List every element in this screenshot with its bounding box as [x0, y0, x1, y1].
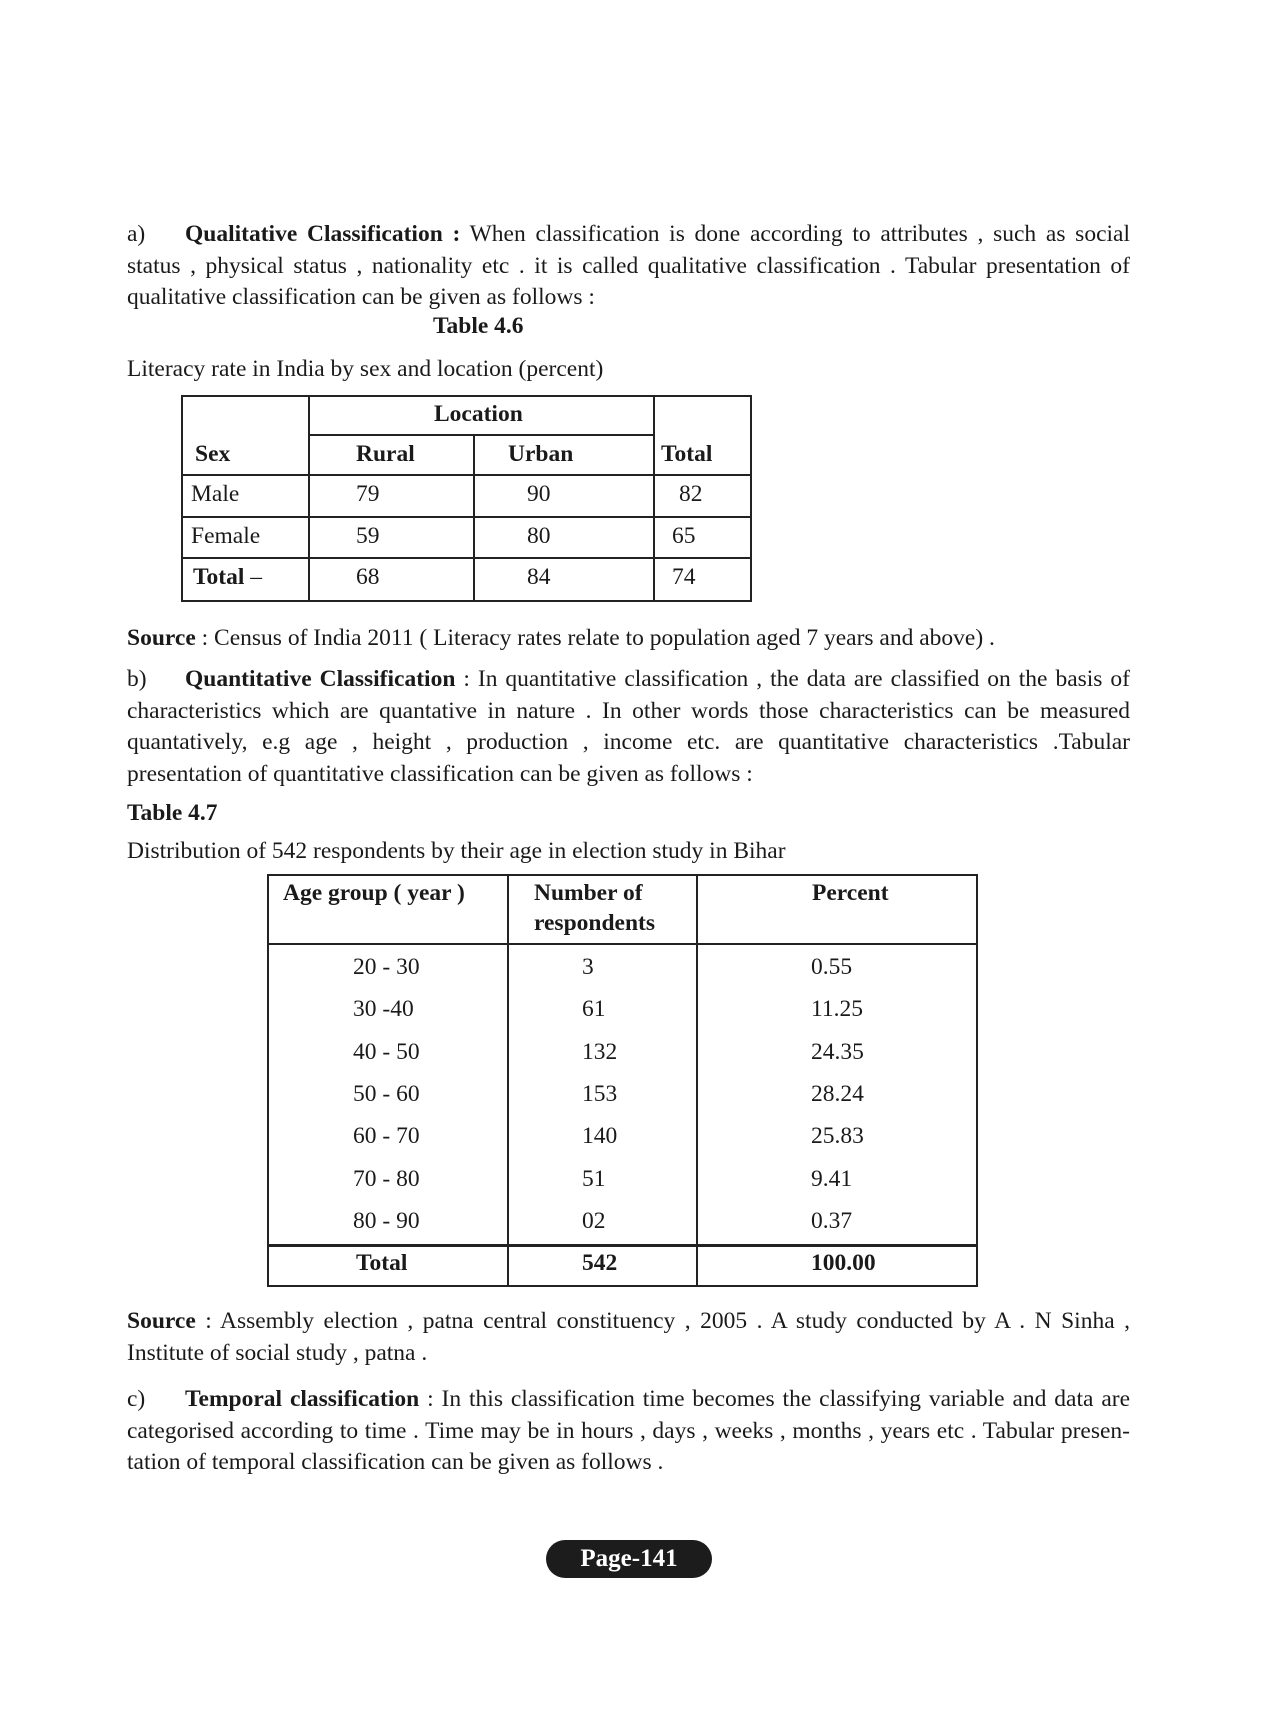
col-header-number-line2: respondents — [534, 910, 656, 936]
row-total-rural: 68 — [356, 564, 380, 590]
col-header-total: Total — [661, 441, 713, 467]
age-row-5-group: 60 - 70 — [353, 1123, 420, 1149]
section-b-label: b) — [127, 666, 147, 692]
age-row-7-group: 80 - 90 — [353, 1208, 420, 1234]
age-row-6-group: 70 - 80 — [353, 1166, 420, 1192]
age-row-3-count: 132 — [582, 1039, 618, 1065]
age-row-4-group: 50 - 60 — [353, 1081, 420, 1107]
table47-source — [127, 1306, 1130, 1369]
location-group-header: Location — [434, 401, 523, 427]
table47-title: Table 4.7 — [127, 800, 218, 826]
age-row-3-group: 40 - 50 — [353, 1039, 420, 1065]
row-female-rural: 59 — [356, 523, 380, 549]
table46-source-text: : Census of India 2011 ( Literacy rates relate to population aged 7 years and above) . — [195, 625, 995, 651]
section-a-label: a) — [127, 221, 146, 247]
section-c-title: Temporal classification — [185, 1386, 420, 1412]
age-row-4-count: 153 — [582, 1081, 618, 1107]
section-a-paragraph — [127, 219, 1130, 314]
row-total-urban: 84 — [527, 564, 551, 590]
section-a-text: When classification is done according to attributes , such as social status , physical status , nationality etc . it is called qualitative classification . Tabular presentation of qualitative classification can be given as follows : — [127, 221, 1130, 310]
age-row-4-percent: 28.24 — [811, 1081, 864, 1107]
row-total-sex — [193, 564, 262, 591]
age-row-5-percent: 25.83 — [811, 1123, 864, 1149]
row-male-total: 82 — [679, 481, 703, 507]
section-a-title: Qualitative Classification : — [185, 221, 461, 247]
age-distribution-table — [267, 874, 978, 1287]
section-b-paragraph — [127, 664, 1130, 790]
age-row-2-group: 30 -40 — [353, 996, 414, 1022]
row-male-urban: 90 — [527, 481, 551, 507]
row-female-urban: 80 — [527, 523, 551, 549]
table47-source-text: : Assembly election , patna central constituency , 2005 . A study conducted by A . N Sinha , Institute of social study , patna . — [127, 1308, 1130, 1366]
col-header-rural: Rural — [356, 441, 415, 467]
literacy-table — [181, 395, 752, 602]
age-row-3-percent: 24.35 — [811, 1039, 864, 1065]
col-header-sex: Sex — [195, 441, 231, 467]
row-male-sex: Male — [191, 481, 240, 507]
age-total-percent: 100.00 — [811, 1250, 876, 1276]
age-row-7-count: 02 — [582, 1208, 606, 1234]
age-row-1-percent: 0.55 — [811, 954, 853, 980]
table46-source — [127, 625, 995, 652]
age-total-label: Total — [356, 1250, 408, 1276]
age-row-2-count: 61 — [582, 996, 606, 1022]
col-header-age-group: Age group ( year ) — [283, 880, 465, 906]
row-female-total: 65 — [672, 523, 696, 549]
col-header-urban: Urban — [508, 441, 574, 467]
row-total-label: Total — [193, 564, 245, 590]
age-row-2-percent: 11.25 — [811, 996, 864, 1022]
table47-source-label: Source — [127, 1308, 196, 1334]
table47-caption: Distribution of 542 respondents by their age in election study in Bihar — [127, 838, 786, 864]
row-total-total: 74 — [672, 564, 696, 590]
col-header-number-line1: Number of — [534, 880, 643, 906]
section-b-text: : In quantitative classification , the data are classified on the basis of characteristics which are quantative in nature . In other words those characteristics can be measured quantatively, e.g age , height , production , income etc. are quantitative characteristics .Tabular presentation of quantitative classification can be given as follows : — [127, 666, 1130, 787]
section-b-title: Quantitative Classification — [185, 666, 456, 692]
age-row-1-group: 20 - 30 — [353, 954, 420, 980]
col-header-percent: Percent — [812, 880, 889, 906]
age-row-7-percent: 0.37 — [811, 1208, 853, 1234]
table46-title: Table 4.6 — [433, 313, 524, 339]
page-number-badge: Page-141 — [546, 1540, 712, 1578]
section-c-text: : In this classification time becomes the classifying variable and data are categorised according to time . Time may be in hours , days , weeks , months , years etc . Tabular presen-tation of temporal classification can be given as follows . — [127, 1386, 1131, 1475]
row-male-rural: 79 — [356, 481, 380, 507]
row-total-dash: – — [244, 564, 262, 590]
table46-caption: Literacy rate in India by sex and location (percent) — [127, 356, 604, 382]
age-row-1-count: 3 — [582, 954, 594, 980]
row-female-sex: Female — [191, 523, 261, 549]
age-row-6-percent: 9.41 — [811, 1166, 853, 1192]
section-c-label: c) — [127, 1386, 146, 1412]
age-row-6-count: 51 — [582, 1166, 606, 1192]
age-total-count: 542 — [582, 1250, 618, 1276]
section-c-paragraph — [127, 1384, 1130, 1479]
age-row-5-count: 140 — [582, 1123, 618, 1149]
table46-source-label: Source — [127, 625, 196, 651]
